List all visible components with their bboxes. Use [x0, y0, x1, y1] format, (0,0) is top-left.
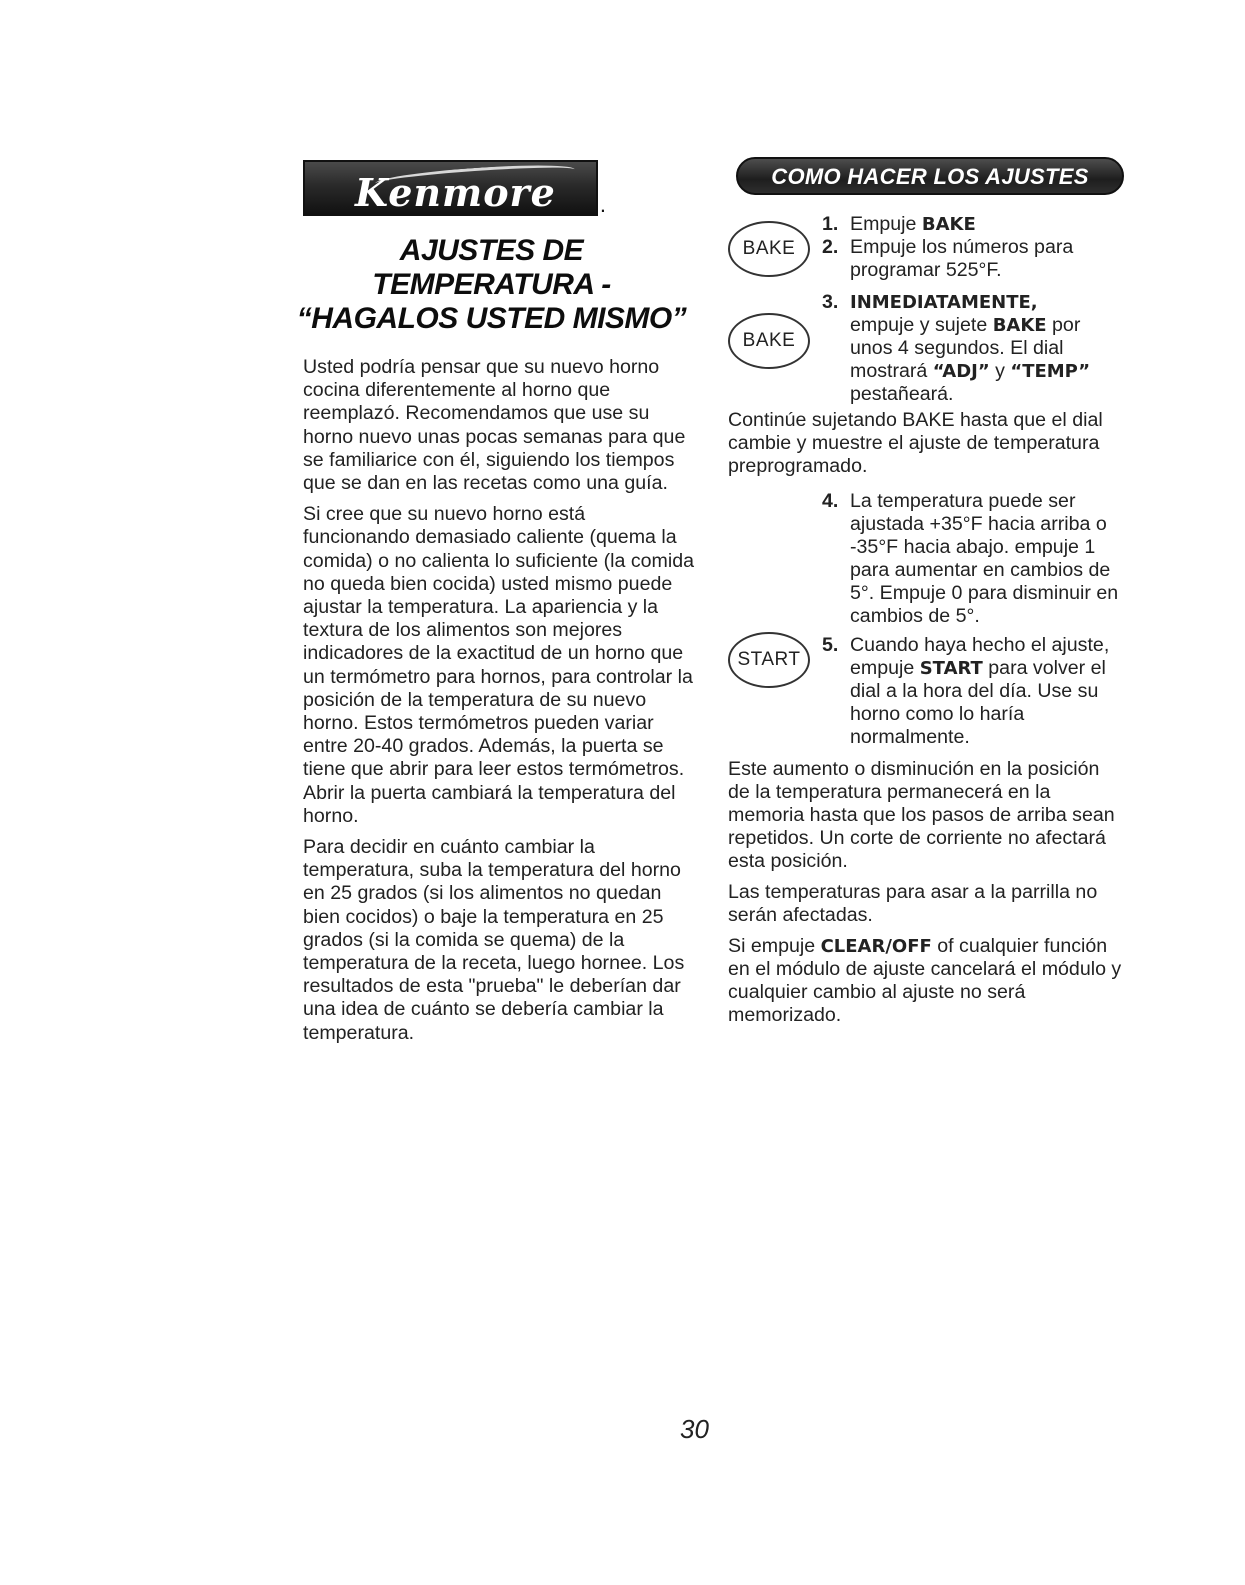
bake-key-icon-2: BAKE [728, 313, 810, 369]
clear-off-paragraph: Si empuje CLEAR/OFF of cualquier función en el módulo de ajuste cancelará el módulo y cualquier cambio al ajuste no será memorizado. [728, 935, 1122, 1026]
step-5: 5. Cuando haya hecho el ajuste, empuje START para volver el dial a la hora del día. Use su horno como lo haría normalmente. [822, 634, 1110, 748]
decide-paragraph: Para decidir en cuánto cambiar la temperatura, suba la temperatura del horno en 25 grados (si los alimentos no quedan bien cocidos) o baje la temperatura en 25 grados (si la comida se quema) de la temperatura de la receta, luego hornee. Los resultados de esta "prueba" le deberían dar una idea de cuánto se debería cambiar la temperatura. [303, 836, 685, 1044]
step-3-row [728, 291, 1123, 405]
page-number: 30 [680, 1414, 709, 1444]
page-title [289, 234, 694, 336]
left-column [296, 160, 695, 1045]
thermometer-paragraph: Si cree que su nuevo horno está funcionando demasiado caliente (quema la comida) o no calienta lo suficiente (la comida no queda bien cocida) usted mismo puede ajustar la temperatura. La apariencia y la textura de los alimentos son mejores indicadores de la exactitud de un horno que un termómetro para hornos, para controlar la posición de la temperatura de su nuevo horno. Estos termómetros pueden variar entre 20-40 grados. Además, la puerta se tiene que abrir para leer estos termómetros. Abrir la puerta cambiará la temperatura del horno. [303, 503, 694, 827]
steps-1-2 [728, 213, 1123, 291]
step-1: 1. Empuje BAKE [822, 213, 976, 235]
start-key-icon: START [728, 632, 810, 688]
logo-mark: . [599, 192, 606, 217]
section-banner [736, 157, 1124, 195]
step-2: 2. Empuje los números para programar 525°F. [822, 236, 1074, 281]
right-column [728, 157, 1123, 1027]
step-4: 4. La temperatura puede ser ajustada +35°F hacia arriba o -35°F hacia abajo. empuje 1 para aumentar en cambios de 5°. Empuje 0 para disminuir en cambios de 5°. [822, 490, 1119, 627]
intro-paragraph: Usted podría pensar que su nuevo horno cocina diferentemente al horno que reemplazó. Recomendamos que use su horno nuevo unas pocas semanas para que se familiarice con él, siguiendo los tiempos que se dan en las recetas como una guía. [303, 356, 686, 495]
title-line-1: AJUSTES DE TEMPERATURA - [372, 234, 611, 301]
logo-text: Kenmore [355, 170, 556, 215]
step-5-row [728, 634, 1123, 750]
broil-paragraph: Las temperaturas para asar a la parrilla no serán afectadas. [728, 881, 1098, 926]
title-line-2: “HAGALOS USTED MISMO” [296, 302, 687, 335]
bake-key-icon: BAKE [728, 221, 810, 277]
continue-paragraph: Continúe sujetando BAKE hasta que el dial cambie y muestre el ajuste de temperatura preprogramado. [728, 409, 1103, 477]
kenmore-logo [303, 160, 606, 217]
memory-paragraph: Este aumento o disminución en la posición de la temperatura permanecerá en la memoria hasta que los pasos de arriba sean repetidos. Un corte de corriente no afectará esta posición. [728, 758, 1115, 872]
banner-text: COMO HACER LOS AJUSTES [771, 164, 1089, 189]
step-4-row [728, 490, 1123, 628]
step-3: 3. INMEDIATAMENTE, empuje y sujete BAKE por unos 4 segundos. El dial mostrará “ADJ” y “TEMP” pestañeará. [822, 291, 1091, 405]
